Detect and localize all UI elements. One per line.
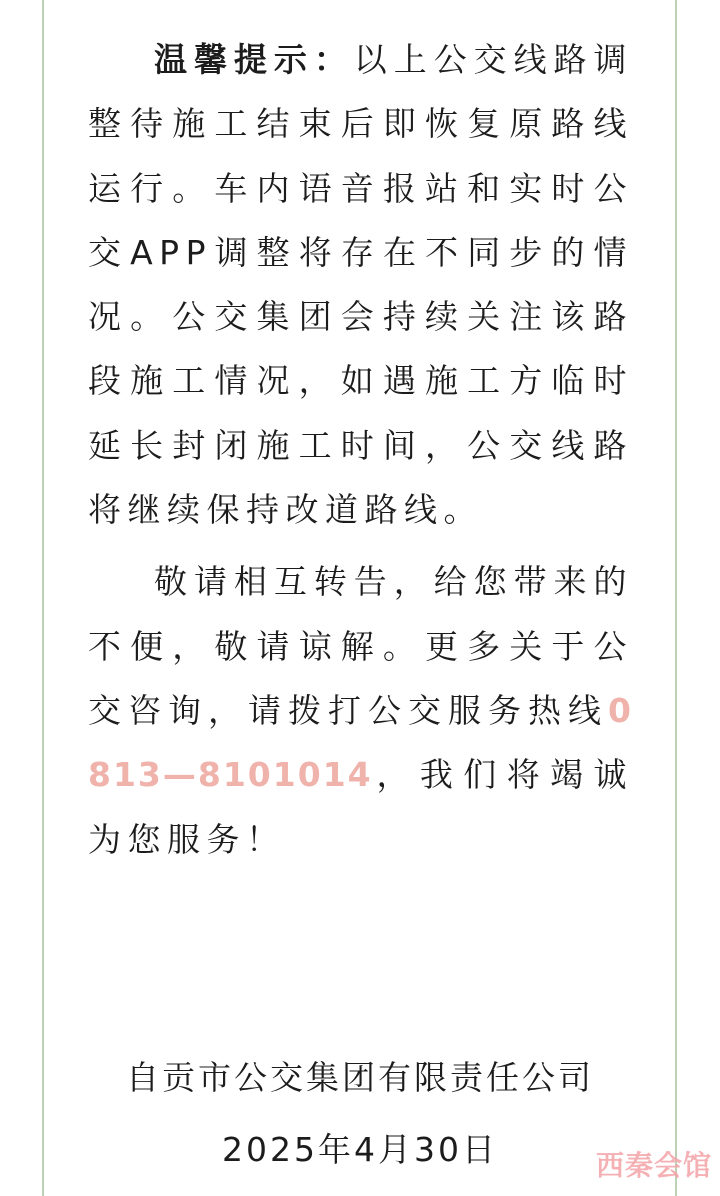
notice-body	[88, 28, 633, 872]
hotline-number: 0813—8101014	[88, 690, 633, 795]
notice-paragraph-2-text: 敬请相互转告，给您带来的不便，敬请谅解。更多关于公交咨询，请拨打公交服务热线	[88, 562, 633, 730]
watermark-text: 西秦会馆	[595, 1149, 712, 1182]
watermark-logo	[596, 1144, 712, 1184]
signature-date: 2025年4月30日	[222, 1130, 498, 1169]
notice-paragraph-2	[88, 550, 633, 871]
notice-paragraph-1	[88, 28, 633, 542]
right-border-line	[675, 0, 677, 1196]
notice-lead: 温馨提示：	[154, 40, 354, 79]
notice-paragraph-2-closing: ，我们将竭诚为您服务！	[88, 755, 633, 859]
left-border-line	[42, 0, 44, 1196]
signature-organization: 自贡市公交集团有限责任公司	[126, 1058, 594, 1097]
notice-paragraph-1-text: 以上公交线路调整待施工结束后即恢复原路线运行。车内语音报站和实时公交APP调整将存在不同步的情况。公交集团会持续关注该路段施工情况，如遇施工方临时延长封闭施工时间，公交线路将继续保持改道路线。	[88, 40, 634, 530]
